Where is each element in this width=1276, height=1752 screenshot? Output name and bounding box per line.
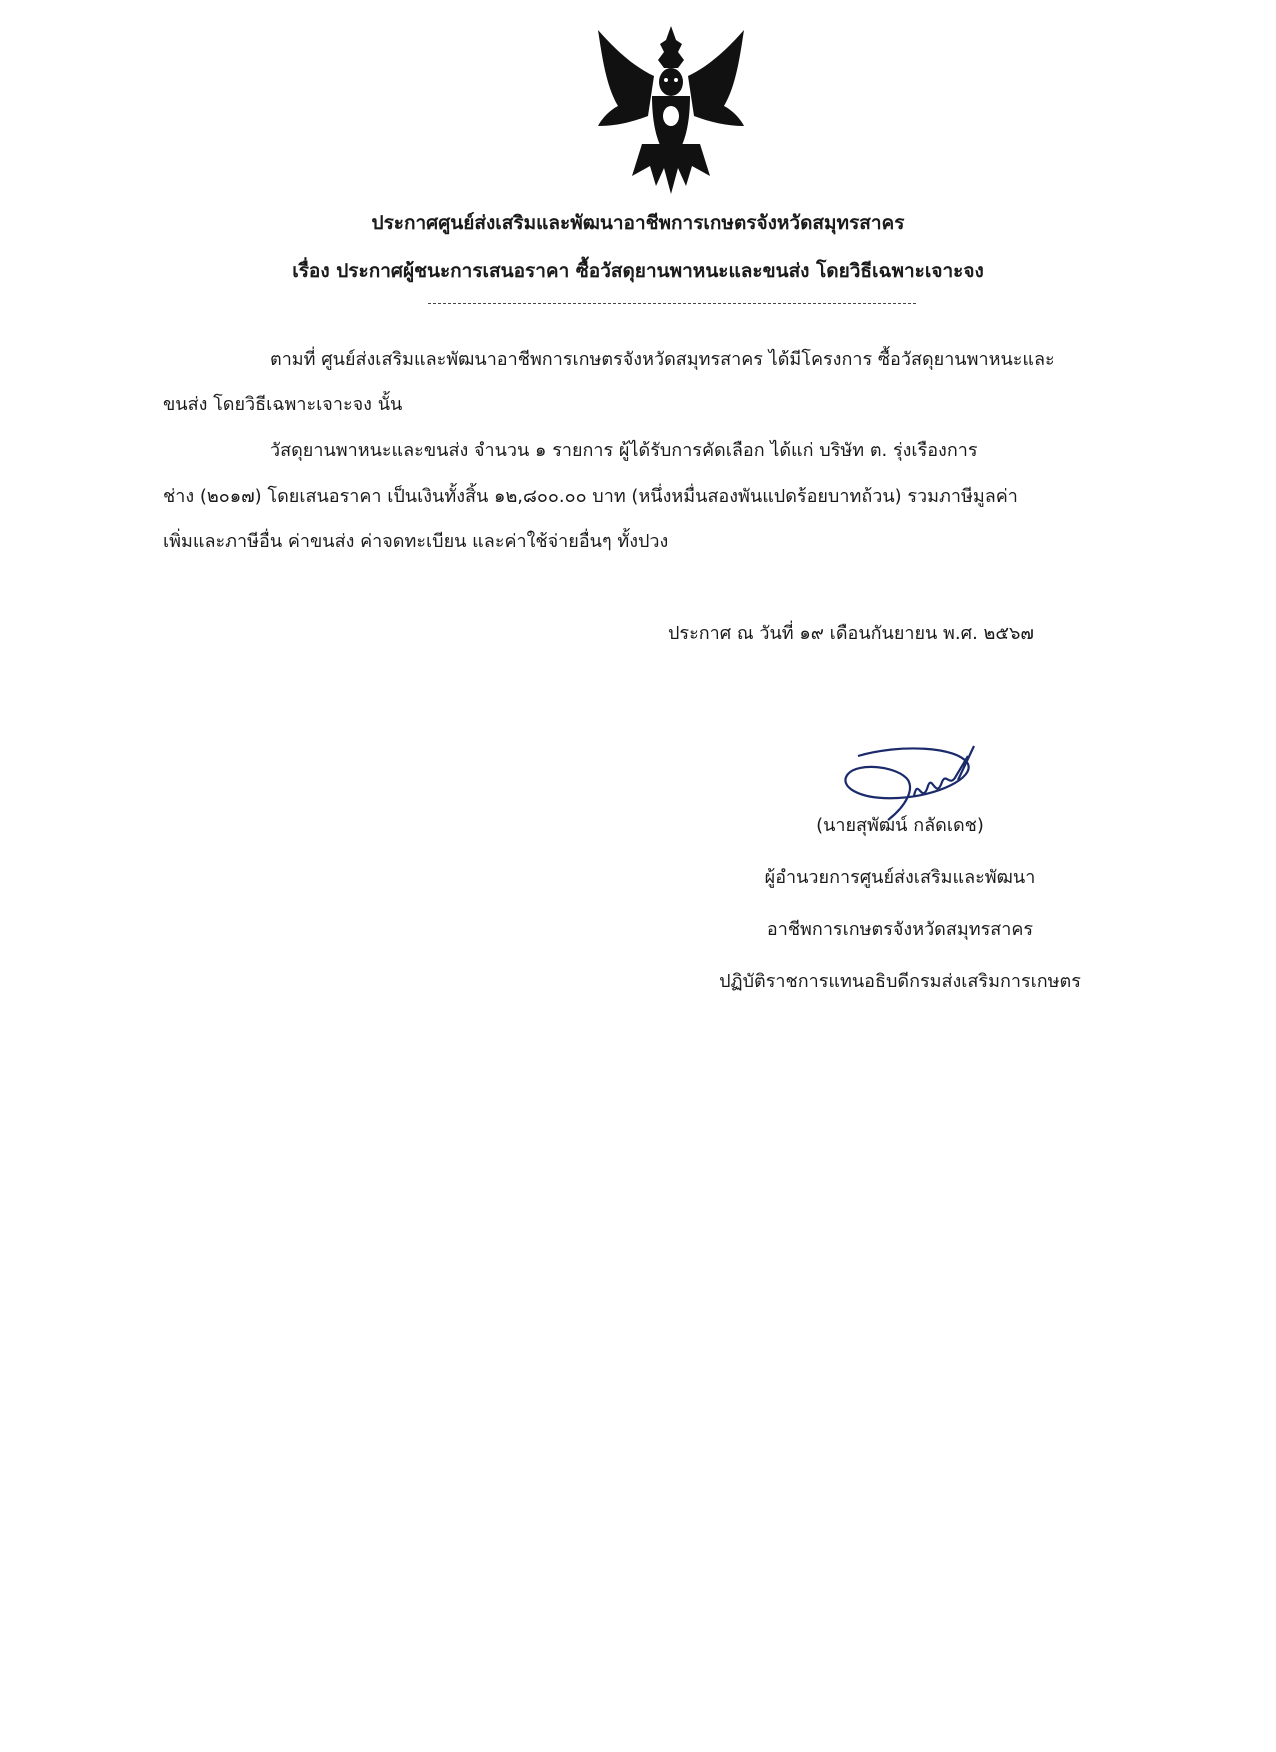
- announcement-date: ประกาศ ณ วันที่ ๑๙ เดือนกันยายน พ.ศ. ๒๕๖๗: [668, 623, 1034, 644]
- body-paragraph-1-line-2: ขนส่ง โดยวิธีเฉพาะเจาะจง นั้น: [163, 394, 403, 415]
- body-paragraph-1-line-1: ตามที่ ศูนย์ส่งเสริมและพัฒนาอาชีพการเกษตรจังหวัดสมุทรสาคร ได้มีโครงการ ซื้อวัสดุยานพาหนะและ: [270, 349, 1055, 370]
- signatory-position-line-1: ผู้อำนวยการศูนย์ส่งเสริมและพัฒนา: [764, 867, 1036, 888]
- body-paragraph-2-line-2: ช่าง (๒๐๑๗) โดยเสนอราคา เป็นเงินทั้งสิ้น ๑๒,๘๐๐.๐๐ บาท (หนึ่งหมื่นสองพันแปดร้อยบาทถ้วน) รวมภาษีมูลค่า: [163, 486, 1018, 507]
- divider: [428, 303, 916, 304]
- garuda-emblem-icon: [592, 26, 750, 196]
- signatory-position-line-3: ปฏิบัติราชการแทนอธิบดีกรมส่งเสริมการเกษตร: [719, 971, 1081, 992]
- body-paragraph-2-line-3: เพิ่มและภาษีอื่น ค่าขนส่ง ค่าจดทะเบียน และค่าใช้จ่ายอื่นๆ ทั้งปวง: [163, 531, 669, 552]
- document-title: ประกาศศูนย์ส่งเสริมและพัฒนาอาชีพการเกษตรจังหวัดสมุทรสาคร: [371, 212, 905, 234]
- body-paragraph-2-line-1: วัสดุยานพาหนะและขนส่ง จำนวน ๑ รายการ ผู้ได้รับการคัดเลือก ได้แก่ บริษัท ต. รุ่งเรืองการ: [270, 440, 978, 461]
- document-subject: เรื่อง ประกาศผู้ชนะการเสนอราคา ซื้อวัสดุยานพาหนะและขนส่ง โดยวิธีเฉพาะเจาะจง: [292, 260, 984, 282]
- signatory-position-line-2: อาชีพการเกษตรจังหวัดสมุทรสาคร: [766, 919, 1034, 940]
- signatory-name: (นายสุพัฒน์ กลัดเดช): [816, 815, 984, 836]
